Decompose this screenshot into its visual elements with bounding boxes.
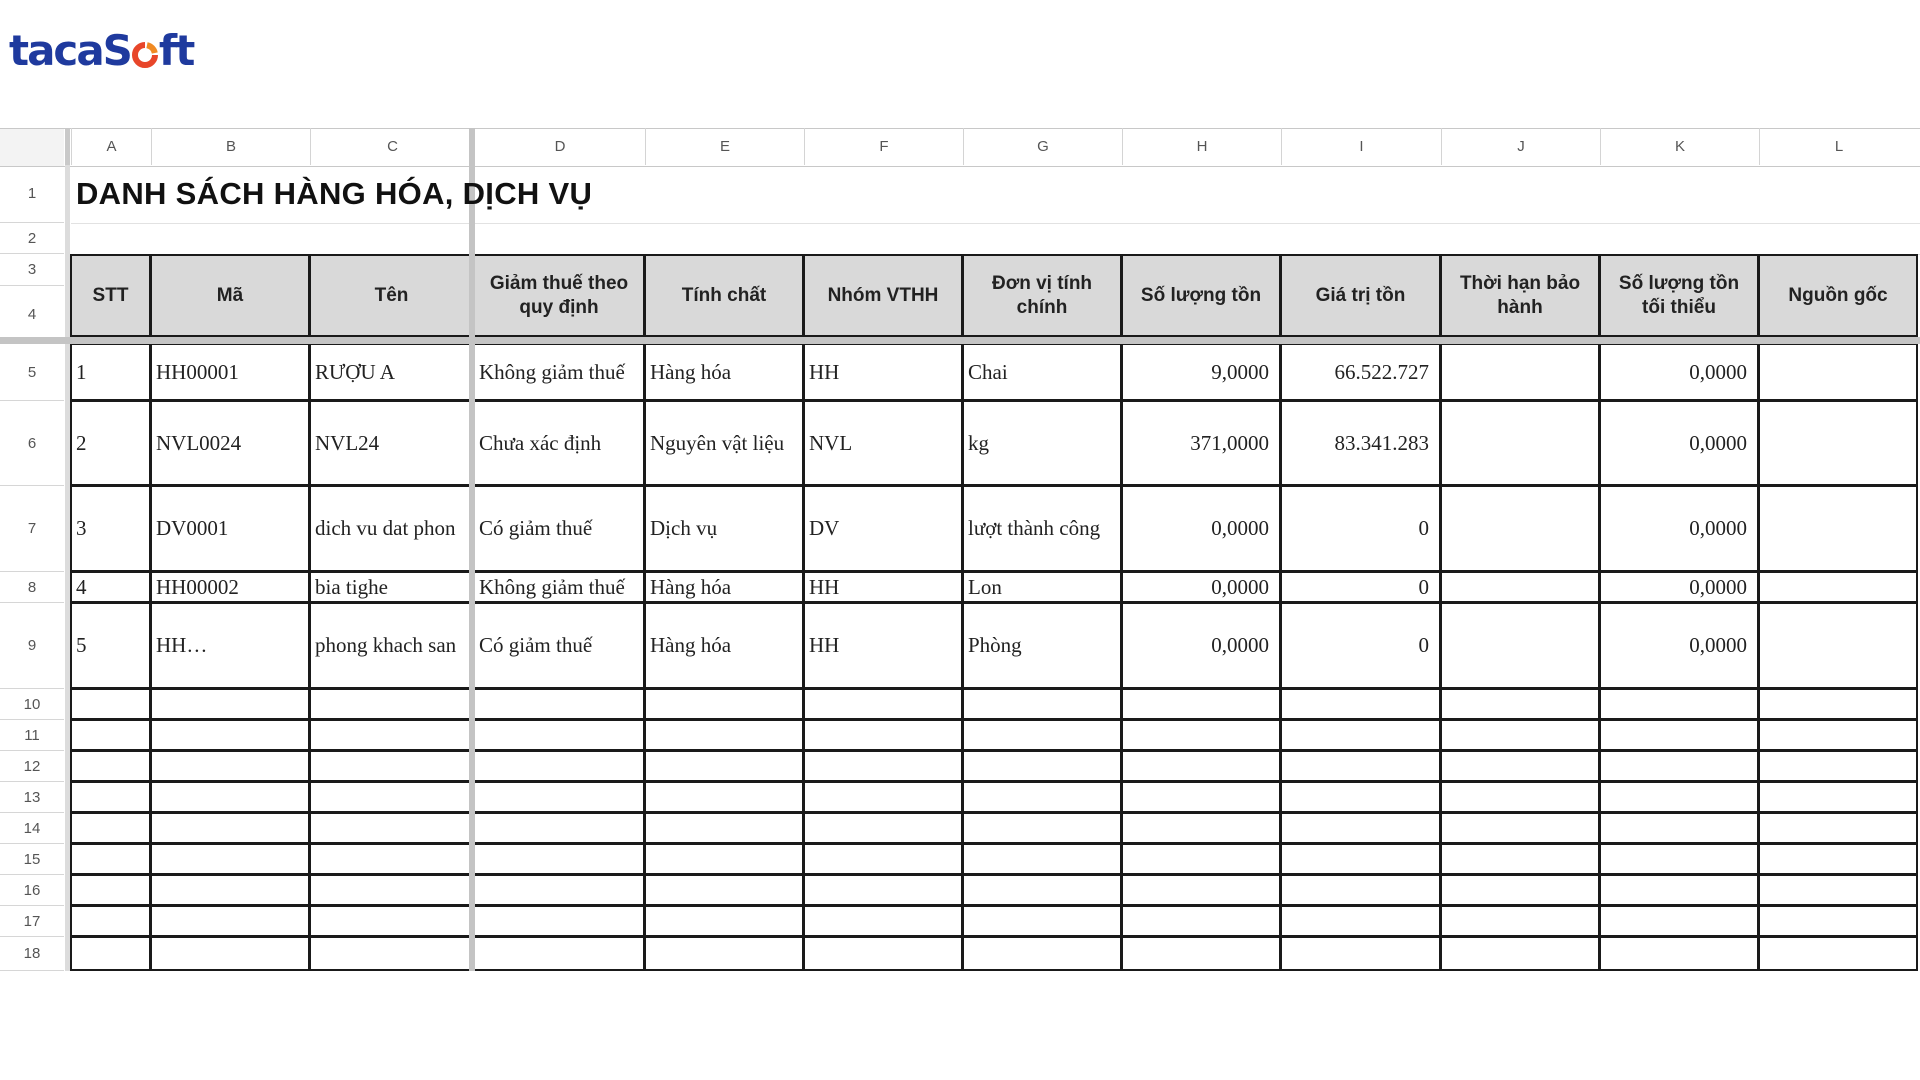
table-cell[interactable]: Hàng hóa (644, 343, 804, 401)
table-cell[interactable]: 0,0000 (1599, 400, 1759, 486)
table-cell[interactable]: NVL (803, 400, 963, 486)
empty-cell[interactable] (962, 688, 1122, 720)
empty-cell[interactable] (644, 719, 804, 751)
empty-cell[interactable] (1280, 750, 1441, 782)
table-header-cell[interactable]: Thời hạn bảo hành (1440, 254, 1600, 337)
column-header-d[interactable]: D (474, 128, 645, 165)
table-cell[interactable] (1440, 602, 1600, 689)
row-header-8[interactable]: 8 (0, 572, 64, 603)
empty-cell[interactable] (803, 905, 963, 937)
empty-cell[interactable] (962, 750, 1122, 782)
table-cell[interactable] (1440, 343, 1600, 401)
empty-cell[interactable] (150, 843, 310, 875)
empty-cell[interactable] (1440, 688, 1600, 720)
gridline (71, 223, 1920, 224)
table-cell[interactable]: Không giảm thuế (473, 571, 645, 603)
table-cell[interactable]: NVL0024 (150, 400, 310, 486)
empty-cell[interactable] (1121, 750, 1281, 782)
table-cell[interactable] (1440, 400, 1600, 486)
empty-cell[interactable] (1440, 781, 1600, 813)
row-header-edge (65, 165, 70, 223)
table-cell[interactable]: Hàng hóa (644, 571, 804, 603)
empty-cell[interactable] (803, 688, 963, 720)
empty-cell[interactable] (150, 936, 310, 971)
empty-cell[interactable] (1280, 874, 1441, 906)
empty-cell[interactable] (473, 750, 645, 782)
empty-cell[interactable] (70, 905, 151, 937)
column-header-l[interactable]: L (1759, 128, 1918, 165)
empty-cell[interactable] (1599, 936, 1759, 971)
empty-cell[interactable] (1599, 781, 1759, 813)
table-header-cell[interactable]: Nguồn gốc (1758, 254, 1918, 337)
empty-cell[interactable] (1440, 936, 1600, 971)
row-header-edge (65, 223, 70, 254)
empty-cell[interactable] (1280, 688, 1441, 720)
column-header-a[interactable]: A (71, 128, 151, 165)
table-cell[interactable]: 2 (70, 400, 151, 486)
empty-cell[interactable] (803, 781, 963, 813)
empty-cell[interactable] (1599, 905, 1759, 937)
empty-cell[interactable] (150, 750, 310, 782)
table-cell[interactable]: 0 (1280, 571, 1441, 603)
empty-cell[interactable] (473, 812, 645, 844)
empty-cell[interactable] (644, 812, 804, 844)
row-header-7[interactable]: 7 (0, 486, 64, 572)
table-cell[interactable]: Có giảm thuế (473, 602, 645, 689)
row-header-1[interactable]: 1 (0, 165, 64, 223)
sheet-title[interactable]: DANH SÁCH HÀNG HÓA, DỊCH VỤ (76, 176, 593, 211)
row-header-4[interactable]: 4 (0, 286, 64, 344)
table-cell[interactable]: Nguyên vật liệu (644, 400, 804, 486)
table-cell[interactable]: kg (962, 400, 1122, 486)
empty-cell[interactable] (309, 874, 474, 906)
row-header-2[interactable]: 2 (0, 223, 64, 254)
empty-cell[interactable] (1758, 812, 1918, 844)
table-cell[interactable]: 4 (70, 571, 151, 603)
empty-cell[interactable] (1758, 781, 1918, 813)
empty-cell[interactable] (70, 750, 151, 782)
tacasoft-logo (9, 26, 194, 75)
table-cell[interactable]: 371,0000 (1121, 400, 1281, 486)
table-header-cell[interactable]: Số lượng tồn (1121, 254, 1281, 337)
empty-cell[interactable] (1280, 936, 1441, 971)
logo-text-s: S (102, 26, 131, 75)
row-header-10[interactable]: 10 (0, 689, 64, 720)
empty-cell[interactable] (1280, 843, 1441, 875)
table-cell[interactable] (1440, 571, 1600, 603)
row-header-12[interactable]: 12 (0, 751, 64, 782)
table-header-cell[interactable]: Giảm thuế theo quy định (473, 254, 645, 337)
table-cell[interactable]: phong khach san (309, 602, 474, 689)
table-header-cell[interactable]: Số lượng tồn tối thiểu (1599, 254, 1759, 337)
empty-cell[interactable] (473, 936, 645, 971)
empty-cell[interactable] (473, 781, 645, 813)
select-all-corner[interactable] (0, 129, 64, 166)
empty-cell[interactable] (1599, 688, 1759, 720)
logo-text-ft: ft (158, 26, 194, 75)
table-cell[interactable]: 0,0000 (1121, 602, 1281, 689)
table-cell[interactable]: 0,0000 (1599, 571, 1759, 603)
row-header-5[interactable]: 5 (0, 344, 64, 401)
table-cell[interactable]: 0 (1280, 485, 1441, 572)
empty-cell[interactable] (644, 905, 804, 937)
empty-cell[interactable] (962, 905, 1122, 937)
empty-cell[interactable] (962, 781, 1122, 813)
empty-cell[interactable] (803, 750, 963, 782)
empty-cell[interactable] (1280, 781, 1441, 813)
empty-cell[interactable] (1758, 750, 1918, 782)
table-cell[interactable]: 66.522.727 (1280, 343, 1441, 401)
frozen-column-divider[interactable] (469, 128, 475, 971)
column-header-b[interactable]: B (151, 128, 310, 165)
empty-cell[interactable] (150, 812, 310, 844)
row-header-9[interactable]: 9 (0, 603, 64, 689)
frozen-row-divider[interactable] (0, 337, 1920, 344)
empty-cell[interactable] (803, 936, 963, 971)
empty-cell[interactable] (473, 905, 645, 937)
logo-text-taca: taca (9, 26, 103, 75)
empty-cell[interactable] (1440, 843, 1600, 875)
empty-cell[interactable] (1758, 719, 1918, 751)
column-header-i[interactable]: I (1281, 128, 1441, 165)
empty-cell[interactable] (150, 719, 310, 751)
empty-cell[interactable] (1758, 874, 1918, 906)
empty-cell[interactable] (803, 843, 963, 875)
empty-cell[interactable] (1121, 905, 1281, 937)
column-header-k[interactable]: K (1600, 128, 1759, 165)
table-cell[interactable]: NVL24 (309, 400, 474, 486)
table-cell[interactable]: Có giảm thuế (473, 485, 645, 572)
table-cell[interactable]: 3 (70, 485, 151, 572)
column-header-c[interactable]: C (310, 128, 474, 165)
empty-cell[interactable] (70, 719, 151, 751)
table-cell[interactable] (1758, 571, 1918, 603)
empty-cell[interactable] (309, 750, 474, 782)
empty-cell[interactable] (1440, 812, 1600, 844)
spreadsheet-grid (0, 128, 1920, 973)
column-header-e[interactable]: E (645, 128, 804, 165)
table-cell[interactable]: Lon (962, 571, 1122, 603)
row-header-15[interactable]: 15 (0, 844, 64, 875)
table-cell[interactable]: 0,0000 (1599, 343, 1759, 401)
table-cell[interactable]: Chai (962, 343, 1122, 401)
table-cell[interactable] (1758, 602, 1918, 689)
table-cell[interactable]: 83.341.283 (1280, 400, 1441, 486)
empty-cell[interactable] (962, 936, 1122, 971)
empty-cell[interactable] (70, 781, 151, 813)
empty-cell[interactable] (70, 936, 151, 971)
empty-cell[interactable] (70, 843, 151, 875)
empty-cell[interactable] (962, 812, 1122, 844)
empty-cell[interactable] (644, 874, 804, 906)
empty-cell[interactable] (473, 843, 645, 875)
empty-cell[interactable] (644, 688, 804, 720)
table-cell[interactable]: 9,0000 (1121, 343, 1281, 401)
table-header-cell[interactable]: Giá trị tồn (1280, 254, 1441, 337)
empty-cell[interactable] (1121, 719, 1281, 751)
table-cell[interactable]: Phòng (962, 602, 1122, 689)
empty-cell[interactable] (150, 781, 310, 813)
empty-cell[interactable] (803, 874, 963, 906)
table-header-cell[interactable]: STT (70, 254, 151, 337)
table-cell[interactable]: DV (803, 485, 963, 572)
empty-cell[interactable] (644, 750, 804, 782)
empty-cell[interactable] (962, 719, 1122, 751)
empty-cell[interactable] (70, 688, 151, 720)
empty-cell[interactable] (803, 719, 963, 751)
row-header-17[interactable]: 17 (0, 906, 64, 937)
empty-cell[interactable] (150, 688, 310, 720)
table-cell[interactable]: 1 (70, 343, 151, 401)
table-header-cell[interactable]: Nhóm VTHH (803, 254, 963, 337)
empty-cell[interactable] (644, 843, 804, 875)
table-cell[interactable] (1758, 485, 1918, 572)
empty-cell[interactable] (1599, 719, 1759, 751)
table-cell[interactable]: HH (803, 343, 963, 401)
row-header-11[interactable]: 11 (0, 720, 64, 751)
frozen-column-handle[interactable] (65, 129, 70, 166)
empty-cell[interactable] (309, 719, 474, 751)
table-cell[interactable]: lượt thành công (962, 485, 1122, 572)
empty-cell[interactable] (473, 688, 645, 720)
empty-cell[interactable] (473, 719, 645, 751)
empty-cell[interactable] (1758, 688, 1918, 720)
column-header-j[interactable]: J (1441, 128, 1600, 165)
column-header-f[interactable]: F (804, 128, 963, 165)
empty-cell[interactable] (309, 905, 474, 937)
table-cell[interactable]: HH… (150, 602, 310, 689)
row-header-13[interactable]: 13 (0, 782, 64, 813)
column-header-h[interactable]: H (1122, 128, 1281, 165)
empty-cell[interactable] (1599, 843, 1759, 875)
empty-cell[interactable] (644, 936, 804, 971)
row-header-6[interactable]: 6 (0, 401, 64, 486)
logo-o-icon (132, 42, 158, 68)
table-cell[interactable] (1758, 343, 1918, 401)
table-cell[interactable]: bia tighe (309, 571, 474, 603)
empty-cell[interactable] (309, 843, 474, 875)
empty-cell[interactable] (1121, 812, 1281, 844)
table-header-cell[interactable]: Mã (150, 254, 310, 337)
empty-cell[interactable] (1440, 905, 1600, 937)
empty-cell[interactable] (1599, 812, 1759, 844)
table-cell[interactable]: dich vu dat phon (309, 485, 474, 572)
empty-cell[interactable] (1599, 750, 1759, 782)
empty-cell[interactable] (70, 812, 151, 844)
empty-cell[interactable] (962, 874, 1122, 906)
table-cell[interactable]: RƯỢU A (309, 343, 474, 401)
empty-cell[interactable] (309, 781, 474, 813)
table-cell[interactable]: Dịch vụ (644, 485, 804, 572)
empty-cell[interactable] (1121, 781, 1281, 813)
row-header-3[interactable]: 3 (0, 254, 64, 286)
column-header-g[interactable]: G (963, 128, 1122, 165)
empty-cell[interactable] (150, 874, 310, 906)
row-header-14[interactable]: 14 (0, 813, 64, 844)
table-cell[interactable] (1440, 485, 1600, 572)
table-cell[interactable]: 5 (70, 602, 151, 689)
empty-cell[interactable] (1440, 874, 1600, 906)
row-header-18[interactable]: 18 (0, 937, 64, 971)
empty-cell[interactable] (1121, 936, 1281, 971)
table-cell[interactable]: 0 (1280, 602, 1441, 689)
empty-cell[interactable] (309, 688, 474, 720)
empty-cell[interactable] (473, 874, 645, 906)
empty-cell[interactable] (803, 812, 963, 844)
empty-cell[interactable] (1121, 843, 1281, 875)
empty-cell[interactable] (1121, 874, 1281, 906)
empty-cell[interactable] (1440, 719, 1600, 751)
empty-cell[interactable] (1280, 812, 1441, 844)
table-cell[interactable] (1758, 400, 1918, 486)
table-cell[interactable]: 0,0000 (1599, 602, 1759, 689)
table-cell[interactable]: DV0001 (150, 485, 310, 572)
empty-cell[interactable] (309, 936, 474, 971)
empty-cell[interactable] (1599, 874, 1759, 906)
row-header-16[interactable]: 16 (0, 875, 64, 906)
empty-cell[interactable] (1758, 936, 1918, 971)
empty-cell[interactable] (1121, 688, 1281, 720)
table-cell[interactable]: HH00001 (150, 343, 310, 401)
empty-cell[interactable] (1280, 719, 1441, 751)
table-cell[interactable]: Hàng hóa (644, 602, 804, 689)
table-cell[interactable]: Chưa xác định (473, 400, 645, 486)
empty-cell[interactable] (1758, 843, 1918, 875)
table-cell[interactable]: 0,0000 (1599, 485, 1759, 572)
empty-cell[interactable] (1280, 905, 1441, 937)
table-cell[interactable]: HH00002 (150, 571, 310, 603)
table-cell[interactable]: HH (803, 571, 963, 603)
empty-cell[interactable] (70, 874, 151, 906)
table-cell[interactable]: 0,0000 (1121, 571, 1281, 603)
table-header-cell[interactable]: Tên (309, 254, 474, 337)
empty-cell[interactable] (150, 905, 310, 937)
table-cell[interactable]: 0,0000 (1121, 485, 1281, 572)
table-header-cell[interactable]: Tính chất (644, 254, 804, 337)
empty-cell[interactable] (962, 843, 1122, 875)
empty-cell[interactable] (1440, 750, 1600, 782)
empty-cell[interactable] (1758, 905, 1918, 937)
table-cell[interactable]: Không giảm thuế (473, 343, 645, 401)
table-cell[interactable]: HH (803, 602, 963, 689)
table-header-cell[interactable]: Đơn vị tính chính (962, 254, 1122, 337)
empty-cell[interactable] (309, 812, 474, 844)
empty-cell[interactable] (644, 781, 804, 813)
